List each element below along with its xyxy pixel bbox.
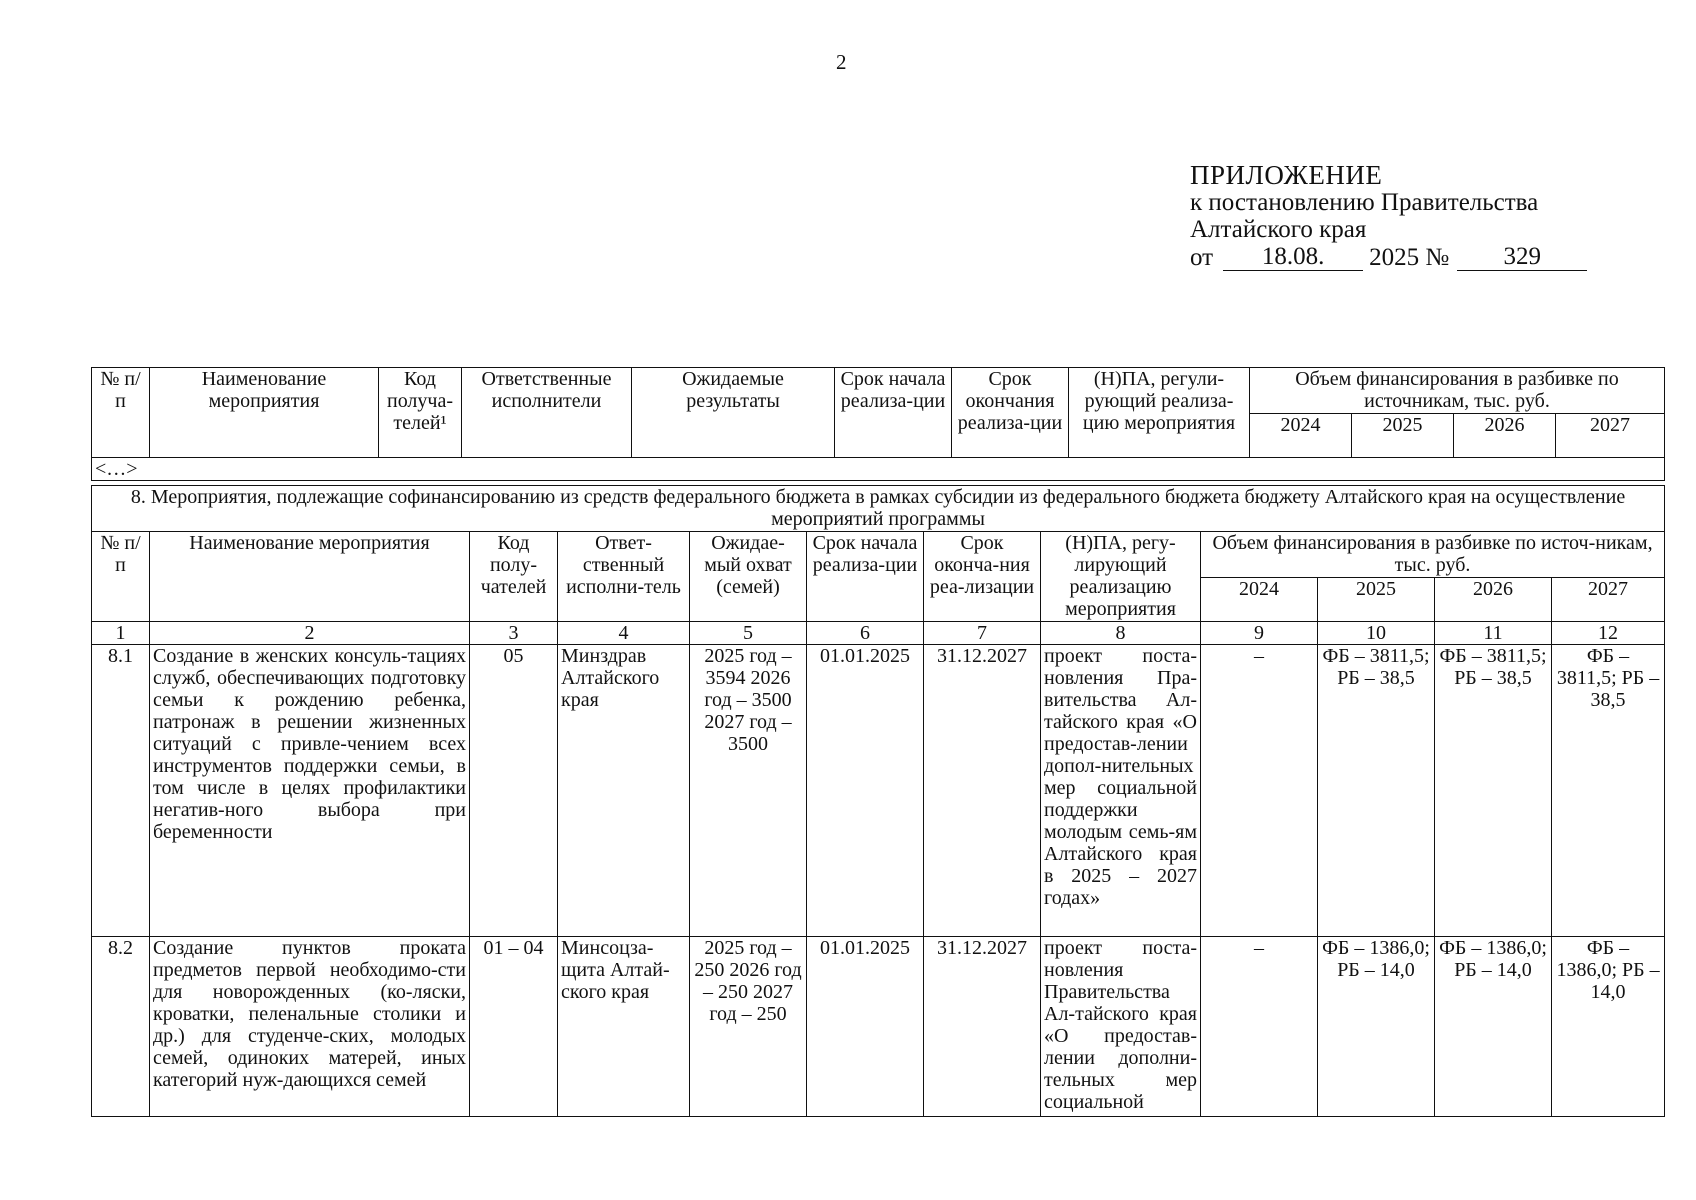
header-responsible: Ответственные исполнители (462, 368, 632, 458)
row-end: 31.12.2027 (924, 645, 1041, 937)
row-end: 31.12.2027 (924, 937, 1041, 1117)
row-responsible: Минздрав Алтайского края (558, 645, 690, 937)
header-results: Ожидаемые результаты (632, 368, 835, 458)
col-number: 2 (150, 622, 470, 645)
resolution-year: 2025 № (1369, 244, 1450, 271)
s8-year-2025: 2025 (1318, 578, 1435, 622)
row-num: 8.2 (92, 937, 150, 1117)
appendix-title: ПРИЛОЖЕНИЕ (1190, 160, 1383, 190)
col-number: 6 (807, 622, 924, 645)
header-year-2027: 2027 (1556, 414, 1665, 458)
row-coverage: 2025 год – 250 2026 год – 250 2027 год – 250 (690, 937, 807, 1117)
header-year-2025: 2025 (1352, 414, 1454, 458)
header-npa: (Н)ПА, регули-рующий реализа-цию мероприятия (1069, 368, 1250, 458)
main-table-header (91, 367, 1665, 481)
appendix-line2: Алтайского края (1190, 216, 1367, 243)
row-fin-2027: ФБ – 3811,5; РБ – 38,5 (1552, 645, 1665, 937)
header-end: Срок окончания реализа-ции (952, 368, 1069, 458)
resolution-date: 18.08. (1223, 243, 1363, 271)
col-number: 9 (1201, 622, 1318, 645)
s8-year-2026: 2026 (1435, 578, 1552, 622)
col-number: 3 (470, 622, 558, 645)
row-fin-2024: – (1201, 645, 1318, 937)
header-financing: Объем финансирования в разбивке по источникам, тыс. руб. (1250, 368, 1665, 414)
row-fin-2026: ФБ – 3811,5; РБ – 38,5 (1435, 645, 1552, 937)
s8-header-num: № п/п (92, 532, 150, 622)
s8-year-2024: 2024 (1201, 578, 1318, 622)
col-number: 7 (924, 622, 1041, 645)
s8-header-npa: (Н)ПА, регу-лирующий реализацию мероприятия (1041, 532, 1201, 622)
ellipsis-row: <…> (92, 458, 1665, 481)
row-npa: проект поста-новления Правительства Ал-тайского края «О предостав-лении дополни-тельных мер социальной (1041, 937, 1201, 1117)
row-start: 01.01.2025 (807, 645, 924, 937)
s8-header-financing: Объем финансирования в разбивке по источ-никам, тыс. руб. (1201, 532, 1665, 578)
row-fin-2024: – (1201, 937, 1318, 1117)
appendix-date-line (1190, 243, 1587, 271)
s8-year-2027: 2027 (1552, 578, 1665, 622)
row-coverage: 2025 год – 3594 2026 год – 3500 2027 год – 3500 (690, 645, 807, 937)
from-label: от (1190, 244, 1214, 271)
header-start: Срок начала реализа-ции (835, 368, 952, 458)
row-fin-2027: ФБ – 1386,0; РБ – 14,0 (1552, 937, 1665, 1117)
row-responsible: Минсоцза-щита Алтай-ского края (558, 937, 690, 1117)
col-number: 1 (92, 622, 150, 645)
section8-title: 8. Мероприятия, подлежащие софинансированию из средств федерального бюджета в рамках субсидии из федерального бюджета бюджету Алтайского края на осуществление мероприятий программы (92, 486, 1665, 532)
row-name: Создание пунктов проката предметов первой необходимо-сти для новорожденных (ко-ляски, кроватки, пеленальные столики и др.) для студенче-ских, молодых семей, одиноких матерей, иных категорий нуж-дающихся семей (150, 937, 470, 1117)
s8-header-code: Код полу-чателей (470, 532, 558, 622)
resolution-number: 329 (1457, 243, 1587, 271)
table-row (92, 645, 1665, 937)
row-fin-2025: ФБ – 3811,5; РБ – 38,5 (1318, 645, 1435, 937)
s8-header-name: Наименование мероприятия (150, 532, 470, 622)
header-code: Код получа-телей¹ (379, 368, 462, 458)
row-fin-2025: ФБ – 1386,0; РБ – 14,0 (1318, 937, 1435, 1117)
row-fin-2026: ФБ – 1386,0; РБ – 14,0 (1435, 937, 1552, 1117)
s8-header-end: Срок оконча-ния реа-лизации (924, 532, 1041, 622)
row-code: 05 (470, 645, 558, 937)
row-npa: проект поста-новления Пра-вительства Ал-тайского края «О предостав-лении допол-нительных мер социальной поддержки молодым семь-ям Алтайского края в 2025 – 2027 годах» (1041, 645, 1201, 937)
table-row (92, 937, 1665, 1117)
row-num: 8.1 (92, 645, 150, 937)
col-number: 10 (1318, 622, 1435, 645)
col-number: 5 (690, 622, 807, 645)
header-name: Наименование мероприятия (150, 368, 379, 458)
s8-header-start: Срок начала реализа-ции (807, 532, 924, 622)
page-number: 2 (836, 50, 847, 74)
section8-table (91, 485, 1665, 1117)
col-number: 8 (1041, 622, 1201, 645)
row-code: 01 – 04 (470, 937, 558, 1117)
appendix-line1: к постановлению Правительства (1190, 189, 1539, 216)
appendix-block (1190, 162, 1587, 271)
header-year-2026: 2026 (1454, 414, 1556, 458)
header-year-2024: 2024 (1250, 414, 1352, 458)
col-number: 4 (558, 622, 690, 645)
row-start: 01.01.2025 (807, 937, 924, 1117)
row-name: Создание в женских консуль-тациях служб, обеспечивающих подготовку семьи к рождению ребенка, патронаж в решении жизненных ситуаций с привле-чением всех инструментов поддержки семьи, в том числе в целях профилактики негатив-ного выбора при беременности (150, 645, 470, 937)
col-number: 11 (1435, 622, 1552, 645)
header-num: № п/п (92, 368, 150, 458)
s8-header-coverage: Ожидае-мый охват (семей) (690, 532, 807, 622)
s8-header-responsible: Ответ-ственный исполни-тель (558, 532, 690, 622)
col-number: 12 (1552, 622, 1665, 645)
